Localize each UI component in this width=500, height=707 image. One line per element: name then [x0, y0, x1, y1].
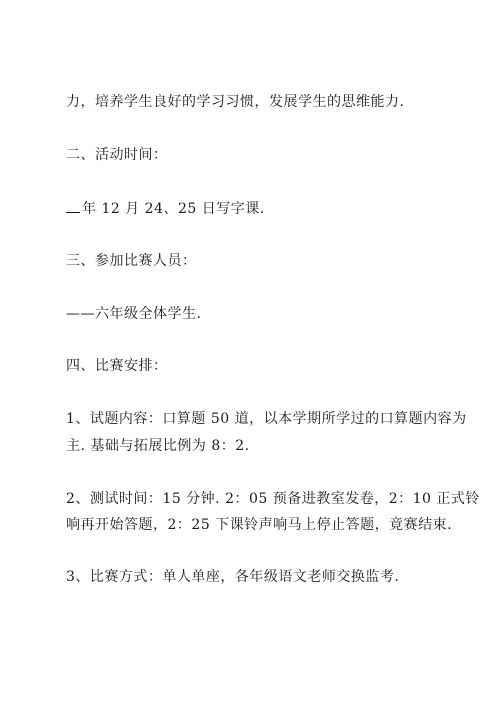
section-heading-activity-time: 二、活动时间：	[66, 147, 168, 163]
item-competition-format: 3、比赛方式：单人单座，各年级语文老师交换监考.	[66, 569, 400, 585]
section-heading-arrangement: 四、比赛安排：	[66, 358, 168, 374]
section-heading-participants: 三、参加比赛人员：	[66, 253, 197, 269]
date-blank-underline	[66, 199, 80, 213]
item-question-content-line-1: 1、试题内容：口算题 50 道，以本学期所学过的口算题内容为	[66, 411, 467, 427]
item-test-time-line-1: 2、测试时间：15 分钟. 2：05 预备进教室发卷，2：10 正式铃	[66, 491, 480, 507]
activity-date-text: 年 12 月 24、25 日写字课.	[82, 201, 265, 217]
paragraph-participants: ——六年级全体学生.	[66, 306, 202, 322]
item-question-content-line-2: 主. 基础与拓展比例为 8：2.	[66, 438, 250, 454]
item-test-time-line-2: 响再开始答题，2：25 下课铃声响马上停止答题，竟赛结束.	[66, 517, 453, 533]
paragraph-goal-continuation: 力，培养学生良好的学习习惯，发展学生的思维能力.	[66, 94, 405, 110]
paragraph-activity-date	[66, 199, 446, 218]
